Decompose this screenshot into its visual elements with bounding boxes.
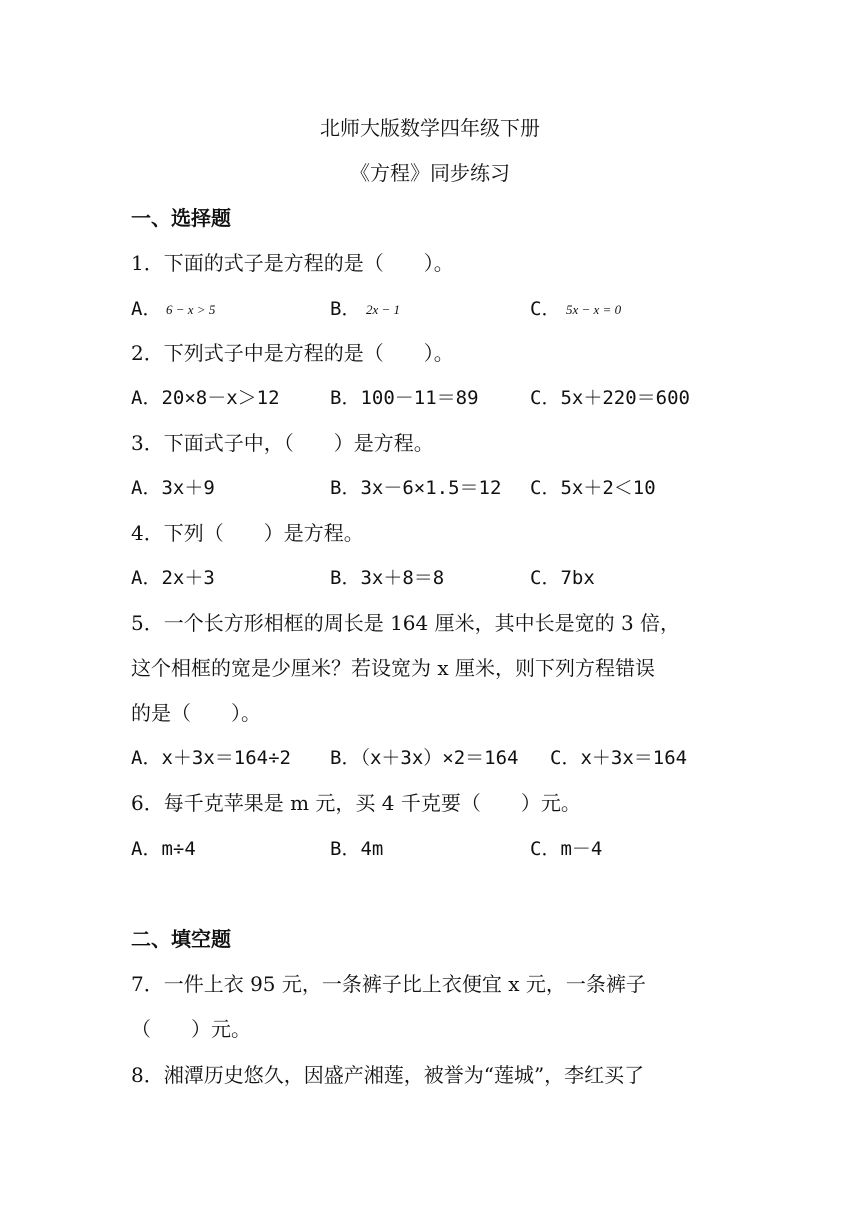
- section-heading-fill-blank: 二、填空题: [131, 927, 231, 951]
- question-4-stem: 4．下列（ ）是方程。: [131, 521, 364, 545]
- question-3-stem: 3．下面式子中，（ ）是方程。: [131, 431, 434, 455]
- question-2-option-a: A．20×8－x＞12: [131, 387, 280, 409]
- question-6-option-c: C．m－4: [530, 838, 603, 860]
- question-1-option-a-label: A．: [131, 298, 162, 320]
- doc-subtitle: 《方程》同步练习: [350, 161, 510, 185]
- question-2-option-c: C．5x＋220＝600: [530, 387, 690, 409]
- question-5-stem-line-1: 5．一个长方形相框的周长是 164 厘米，其中长是宽的 3 倍，: [131, 611, 681, 635]
- question-1-option-c-label: C．: [530, 298, 561, 320]
- question-2-option-b: B．100－11＝89: [330, 387, 479, 409]
- question-7-stem-line-2: （ ）元。: [131, 1017, 251, 1041]
- question-5-option-c: C．x＋3x＝164: [550, 747, 688, 769]
- question-3-option-c: C．5x＋2＜10: [530, 477, 656, 499]
- question-3-option-b: B．3x－6×1.5＝12: [330, 477, 502, 499]
- question-6-option-a: A．m÷4: [131, 838, 196, 860]
- question-1-stem: 1．下面的式子是方程的是（ ）。: [131, 251, 454, 275]
- question-5-stem-line-2: 这个相框的宽是少厘米？若设宽为 x 厘米，则下列方程错误: [131, 656, 655, 680]
- question-1-option-b-expr: 2x − 1: [366, 302, 401, 317]
- question-6-stem: 6．每千克苹果是 m 元，买 4 千克要（ ）元。: [131, 791, 581, 815]
- question-6-option-b: B．4m: [330, 838, 384, 860]
- question-5-option-b: B．（x＋3x）×2＝164: [330, 747, 519, 769]
- question-5-stem-line-3: 的是（ ）。: [131, 701, 261, 725]
- question-7-stem-line-1: 7．一件上衣 95 元，一条裤子比上衣便宜 x 元，一条裤子: [131, 972, 646, 996]
- question-1-option-c-expr: 5x − x = 0: [566, 302, 622, 317]
- question-1-option-b-label: B．: [330, 298, 361, 320]
- question-3-option-a: A．3x＋9: [131, 477, 215, 499]
- doc-title: 北师大版数学四年级下册: [320, 116, 540, 140]
- question-5-option-a: A．x＋3x＝164÷2: [131, 747, 291, 769]
- question-4-option-c: C．7bx: [530, 567, 595, 589]
- section-heading-choice: 一、选择题: [131, 206, 231, 230]
- question-4-option-b: B．3x＋8＝8: [330, 567, 445, 589]
- question-4-option-a: A．2x＋3: [131, 567, 215, 589]
- question-1-option-a-expr: 6 − x > 5: [166, 302, 216, 317]
- question-8-stem-line-1: 8．湘潭历史悠久，因盛产湘莲，被誉为“莲城”，李红买了: [131, 1063, 645, 1087]
- question-2-stem: 2．下列式子中是方程的是（ ）。: [131, 341, 454, 365]
